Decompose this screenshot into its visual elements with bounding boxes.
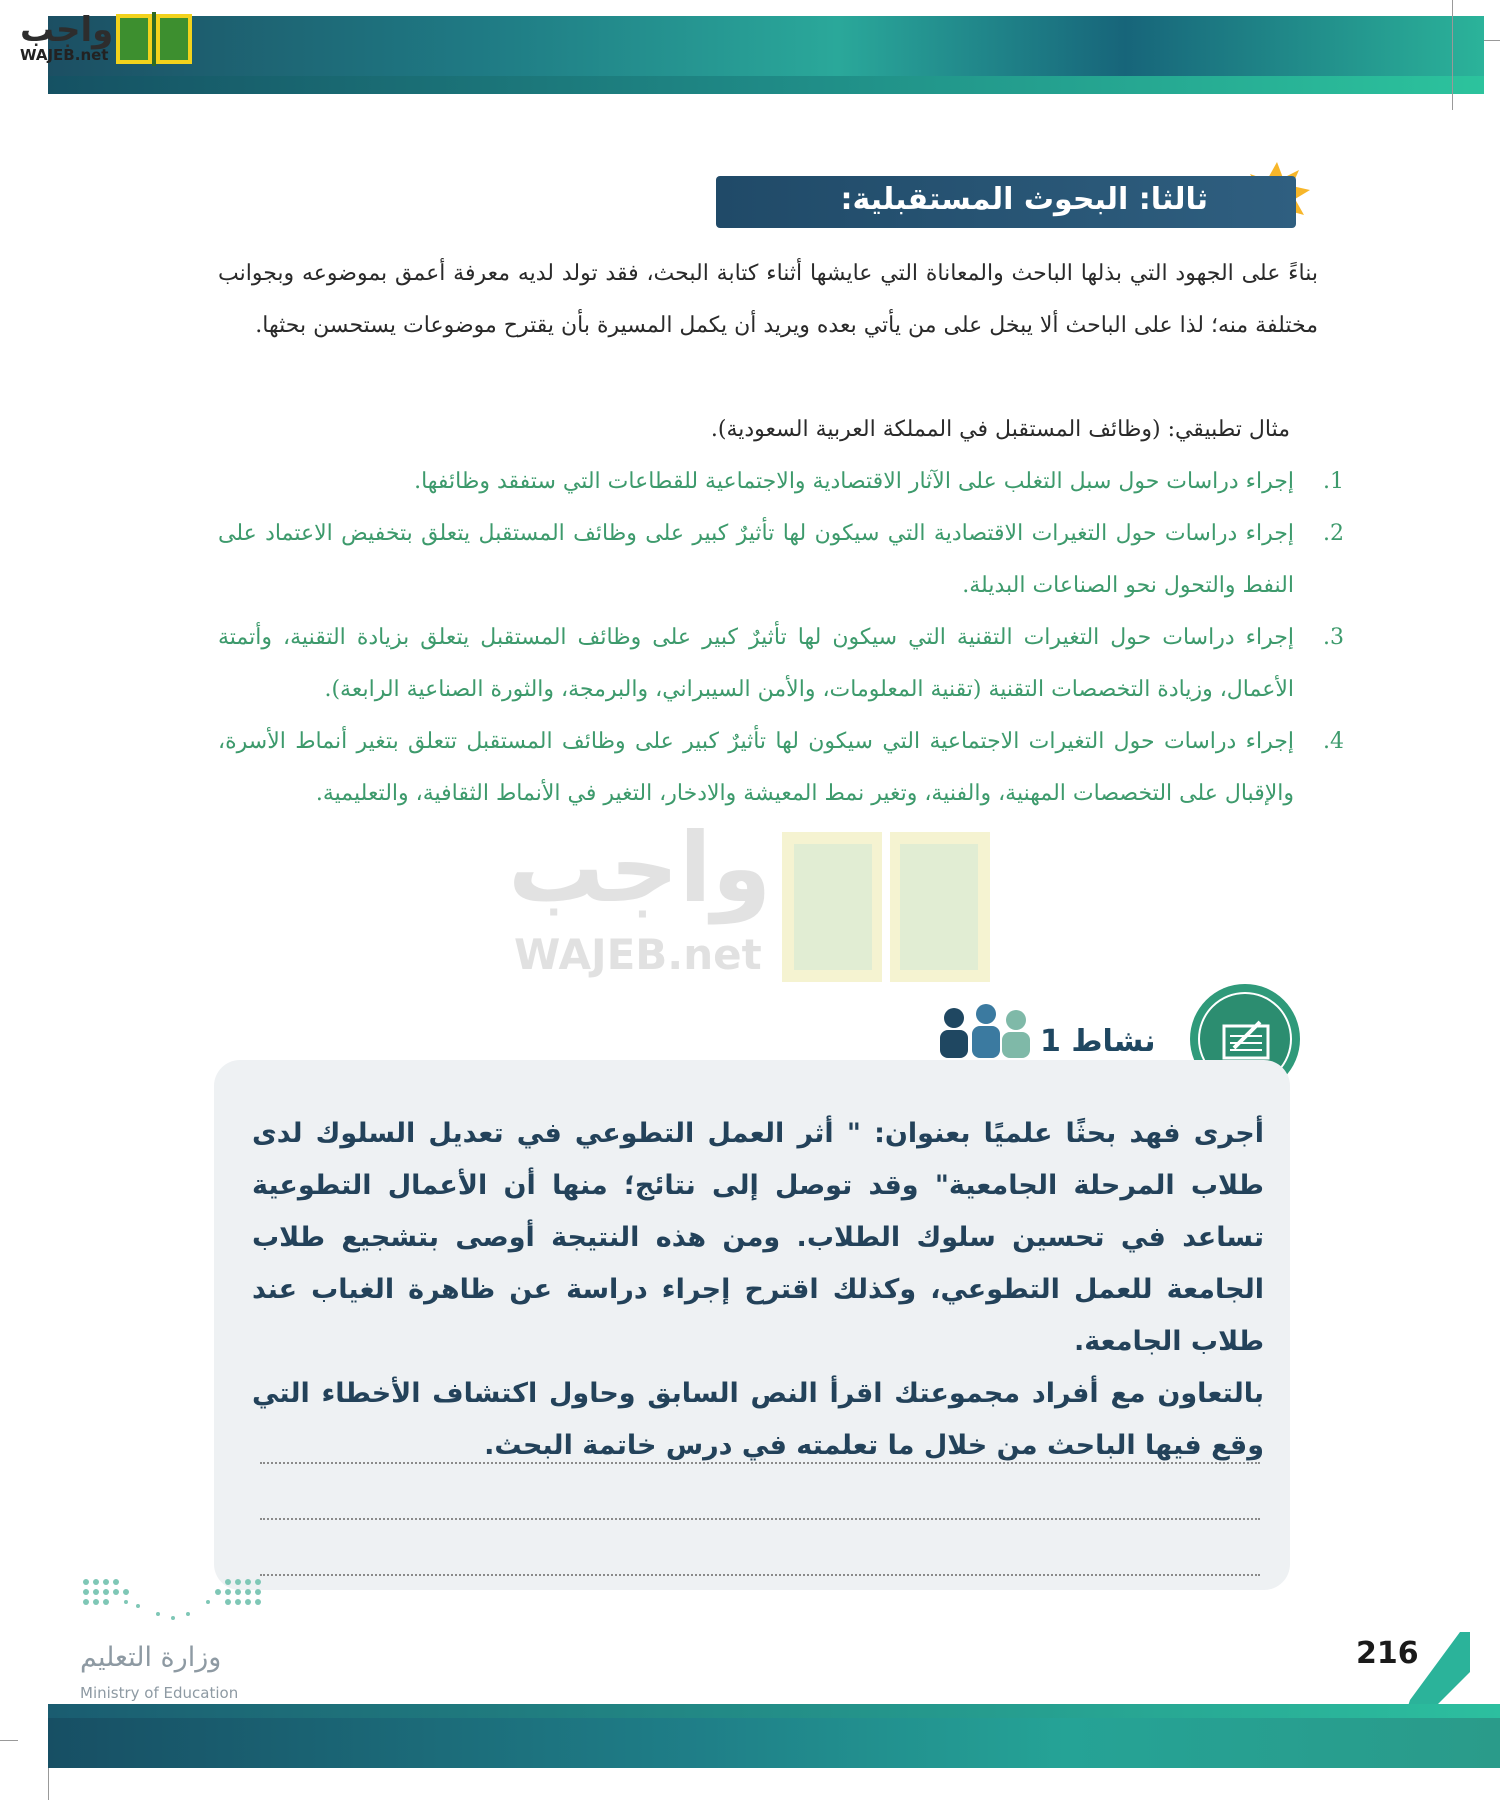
list-item-text: إجراء دراسات حول سبل التغلب على الآثار الاقتصادية والاجتماعية للقطاعات التي ستفقد وظائفها. <box>414 469 1294 494</box>
list-item-number: 2. <box>1323 521 1344 546</box>
activity-paragraph: أجرى فهد بحثًا علميًا بعنوان: " أثر العمل التطوعي في تعديل السلوك لدى طلاب المرحلة الجامعية" وقد توصل إلى نتائج؛ منها أن الأعمال التطوعية تساعد في تحسين سلوك الطلاب. ومن هذه النتيجة أوصى بتشجيع طلاب الجامعة للعمل التطوعي، وكذلك اقترح إجراء دراسة عن ظاهرة الغياب عند طلاب الجامعة. <box>252 1118 1264 1357</box>
watermark <box>508 812 998 992</box>
book-icon <box>114 8 194 70</box>
wajeb-logo <box>8 4 193 74</box>
example-line: مثال تطبيقي: (وظائف المستقبل في المملكة العربية السعودية). <box>710 417 1290 442</box>
answer-line[interactable] <box>260 1574 1260 1576</box>
activity-text <box>252 1108 1264 1472</box>
crop-mark <box>1484 40 1500 41</box>
bottom-banner <box>48 1704 1500 1768</box>
list-item <box>218 456 1344 508</box>
section-heading <box>716 176 1296 228</box>
answer-line[interactable] <box>260 1518 1260 1520</box>
ministry-name-arabic: وزارة التعليم <box>80 1642 222 1673</box>
ministry-logo-dots <box>78 1574 268 1634</box>
watermark-latin: WAJEB.net <box>514 930 762 979</box>
logo-latin-text: WAJEB.net <box>20 46 109 64</box>
intro-paragraph: بناءً على الجهود التي بذلها الباحث والمعاناة التي عايشها أثناء كتابة البحث، فقد تولد لديه معرفة أعمق بموضوعه وبجوانب مختلفة منه؛ لذا على الباحث ألا يبخل على من يأتي بعده ويريد أن يكمل المسيرة بأن يقترح موضوعات يستحسن بحثها. <box>218 261 1318 338</box>
list-item <box>218 508 1344 612</box>
ministry-name-english: Ministry of Education <box>80 1684 239 1702</box>
list-item-text: إجراء دراسات حول التغيرات الاجتماعية التي سيكون لها تأثيرٌ كبير على وظائف المستقبل تتعلق بتغير أنماط الأسرة، والإقبال على التخصصات المهنية، والفنية، وتغير نمط المعيشة والادخار، التغير في الأنماط الثقافية، والتعليمية. <box>218 729 1294 806</box>
logo-arabic-text: واجب <box>20 10 114 50</box>
notebook-pencil-icon <box>1220 1018 1272 1062</box>
list-item <box>218 716 1344 820</box>
crop-mark <box>0 1740 18 1741</box>
watermark-arabic: واجب <box>508 812 772 924</box>
page-number: 216 <box>1356 1636 1419 1671</box>
crop-mark <box>48 1768 49 1800</box>
list-item-number: 3. <box>1323 625 1344 650</box>
group-people-icon <box>936 1004 1034 1060</box>
list-item-number: 1. <box>1323 469 1344 494</box>
answer-line[interactable] <box>260 1462 1260 1464</box>
activity-instruction: بالتعاون مع أفراد مجموعتك اقرأ النص السابق وحاول اكتشاف الأخطاء التي وقع فيها الباحث من خلال ما تعلمته في درس خاتمة البحث. <box>252 1378 1264 1461</box>
list-item <box>218 612 1344 716</box>
crop-mark <box>1452 0 1453 110</box>
list-item-text: إجراء دراسات حول التغيرات الاقتصادية التي سيكون لها تأثيرٌ كبير على وظائف المستقبل يتعلق بتخفيض الاعتماد على النفط والتحول نحو الصناعات البديلة. <box>218 521 1294 598</box>
section-heading-text: ثالثا: البحوث المستقبلية: <box>840 182 1208 217</box>
list-item-text: إجراء دراسات حول التغيرات التقنية التي سيكون لها تأثيرٌ كبير على وظائف المستقبل يتعلق بزيادة التقنية، وأتمتة الأعمال، وزيادة التخصصات التقنية (تقنية المعلومات، والأمن السيبراني، والبرمجة، والثورة الصناعية الرابعة). <box>218 625 1294 702</box>
research-list <box>218 456 1344 820</box>
top-banner <box>48 16 1484 94</box>
list-item-number: 4. <box>1323 729 1344 754</box>
activity-title: نشاط 1 <box>1040 1024 1156 1059</box>
watermark-book-icon <box>776 822 996 992</box>
